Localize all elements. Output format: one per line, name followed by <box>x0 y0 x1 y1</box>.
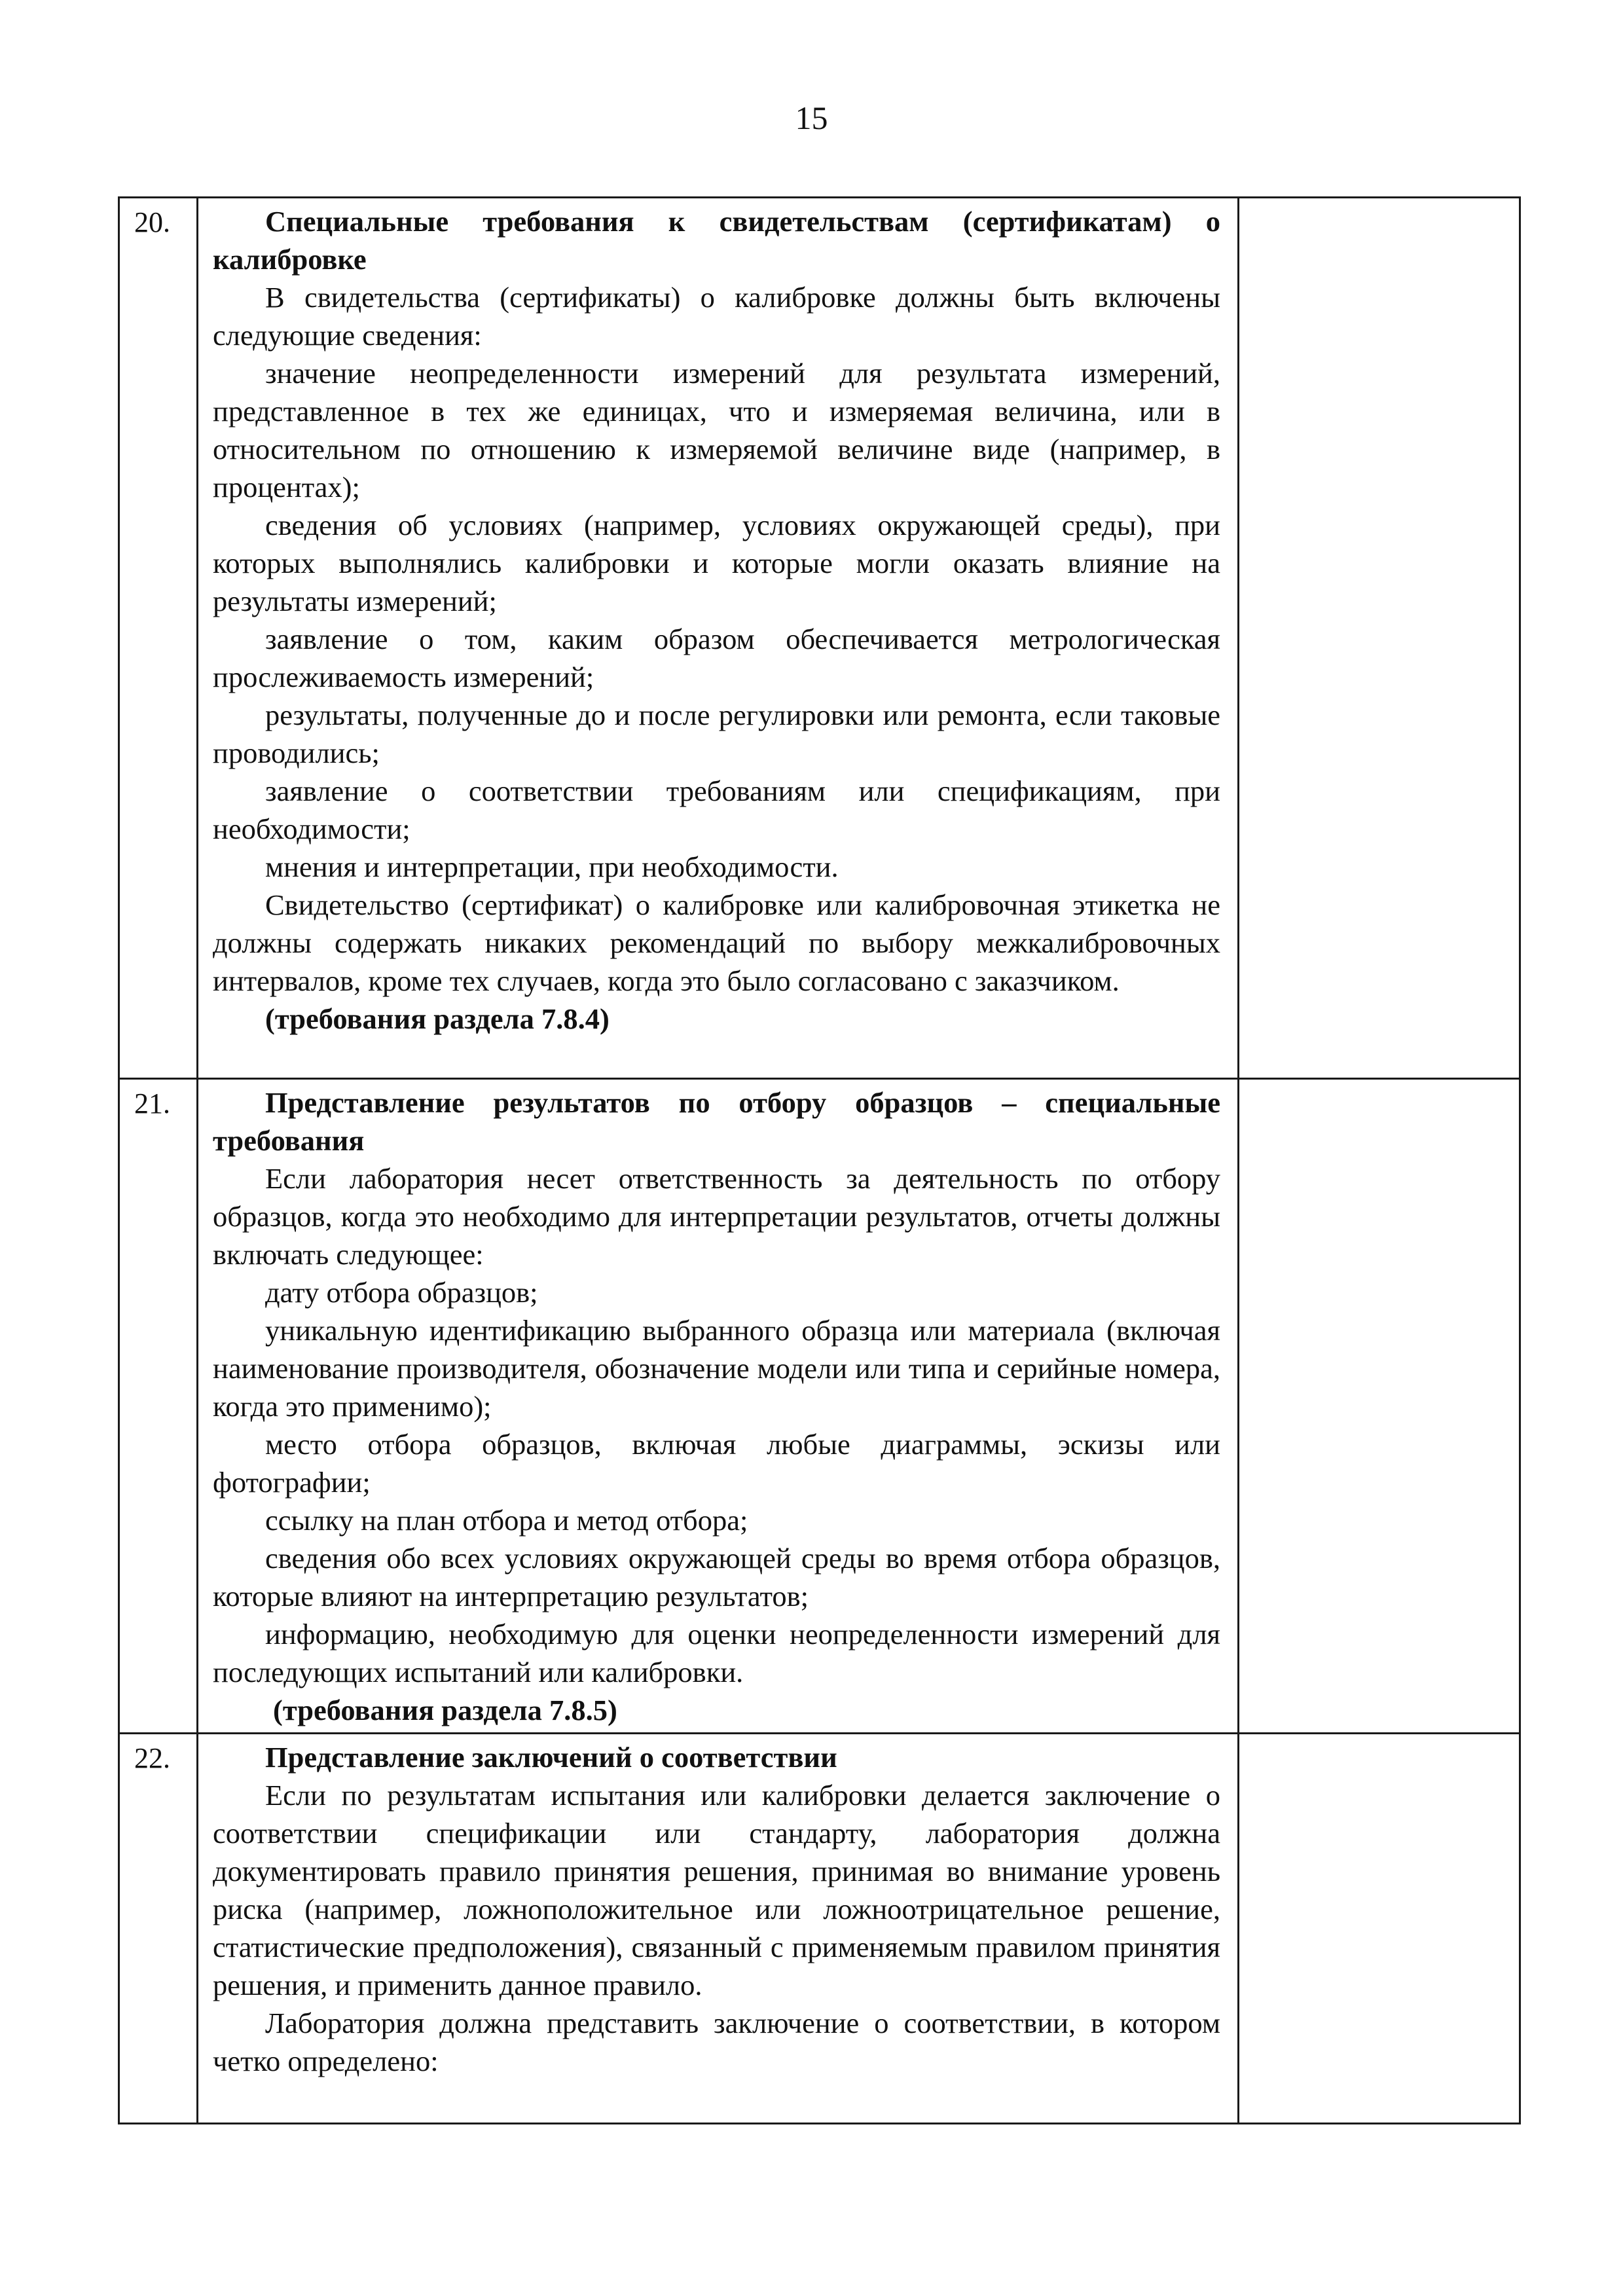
section-reference: (требования раздела 7.8.5) <box>273 1694 617 1726</box>
row-title: Специальные требования к свидетельствам (сертификатам) о калибровке <box>213 205 1220 276</box>
row-paragraph: Если лаборатория несет ответственность за деятельность по отбору образцов, когда это необходимо для интерпретации результатов, отчеты должны включать следующее: <box>213 1162 1220 1271</box>
row-paragraph: Свидетельство (сертификат) о калибровке или калибровочная этикетка не должны содержать никаких рекомендаций по выбору межкалибровочных интервалов, кроме тех случаев, когда это было согласовано с заказчиком. <box>213 888 1220 997</box>
requirements-table <box>118 196 1521 2124</box>
row-title: Представление заключений о соответствии <box>265 1741 837 1774</box>
row-paragraph: информацию, необходимую для оценки неопределенности измерений для последующих испытаний или калибровки. <box>213 1618 1220 1688</box>
row-paragraph: дату отбора образцов; <box>265 1276 538 1309</box>
row-paragraph: мнения и интерпретации, при необходимости. <box>265 850 839 883</box>
row-paragraph: заявление о том, каким образом обеспечивается метрологическая прослеживаемость измерений; <box>213 623 1220 693</box>
row-paragraph: заявление о соответствии требованиям или спецификациям, при необходимости; <box>213 774 1220 845</box>
section-reference: (требования раздела 7.8.4) <box>265 1002 610 1035</box>
row-paragraph: ссылку на план отбора и метод отбора; <box>265 1504 748 1537</box>
empty-cell <box>1239 198 1520 1079</box>
row-content <box>198 1734 1239 2124</box>
row-paragraph: Если по результатам испытания или калибровки делается заключение о соответствии спецификации или стандарту, лаборатория должна документировать правило принятия решения, принимая во внимание уровень риска (например, ложноположительное или ложноотрицательное решение, статистические предположения), связанный с применяемым правилом принятия решения, и применить данное правило. <box>213 1779 1220 2001</box>
row-paragraph: место отбора образцов, включая любые диаграммы, эскизы или фотографии; <box>213 1428 1220 1499</box>
row-paragraph: В свидетельства (сертификаты) о калибровке должны быть включены следующие сведения: <box>213 281 1220 352</box>
row-title: Представление результатов по отбору образцов – специальные требования <box>213 1086 1220 1157</box>
row-content <box>198 198 1239 1079</box>
row-paragraph: результаты, полученные до и после регулировки или ремонта, если таковые проводились; <box>213 699 1220 769</box>
table-row <box>119 198 1520 1079</box>
table-row <box>119 1734 1520 2124</box>
table-row <box>119 1079 1520 1734</box>
row-number: 22. <box>119 1734 198 2124</box>
empty-cell <box>1239 1079 1520 1734</box>
row-paragraph: уникальную идентификацию выбранного образца или материала (включая наименование производителя, обозначение модели или типа и серийные номера, когда это применимо); <box>213 1314 1220 1423</box>
row-number: 21. <box>119 1079 198 1734</box>
empty-cell <box>1239 1734 1520 2124</box>
row-paragraph: значение неопределенности измерений для результата измерений, представленное в тех же единицах, что и измеряемая величина, или в относительном по отношению к измеряемой величине виде (например, в процентах); <box>213 357 1220 503</box>
row-paragraph: сведения обо всех условиях окружающей среды во время отбора образцов, которые влияют на интерпретацию результатов; <box>213 1542 1220 1613</box>
row-number: 20. <box>119 198 198 1079</box>
row-paragraph: Лаборатория должна представить заключение о соответствии, в котором четко определено: <box>213 2007 1220 2077</box>
page-number: 15 <box>795 100 828 136</box>
row-content <box>198 1079 1239 1734</box>
row-paragraph: сведения об условиях (например, условиях окружающей среды), при которых выполнялись калибровки и которые могли оказать влияние на результаты измерений; <box>213 509 1220 617</box>
